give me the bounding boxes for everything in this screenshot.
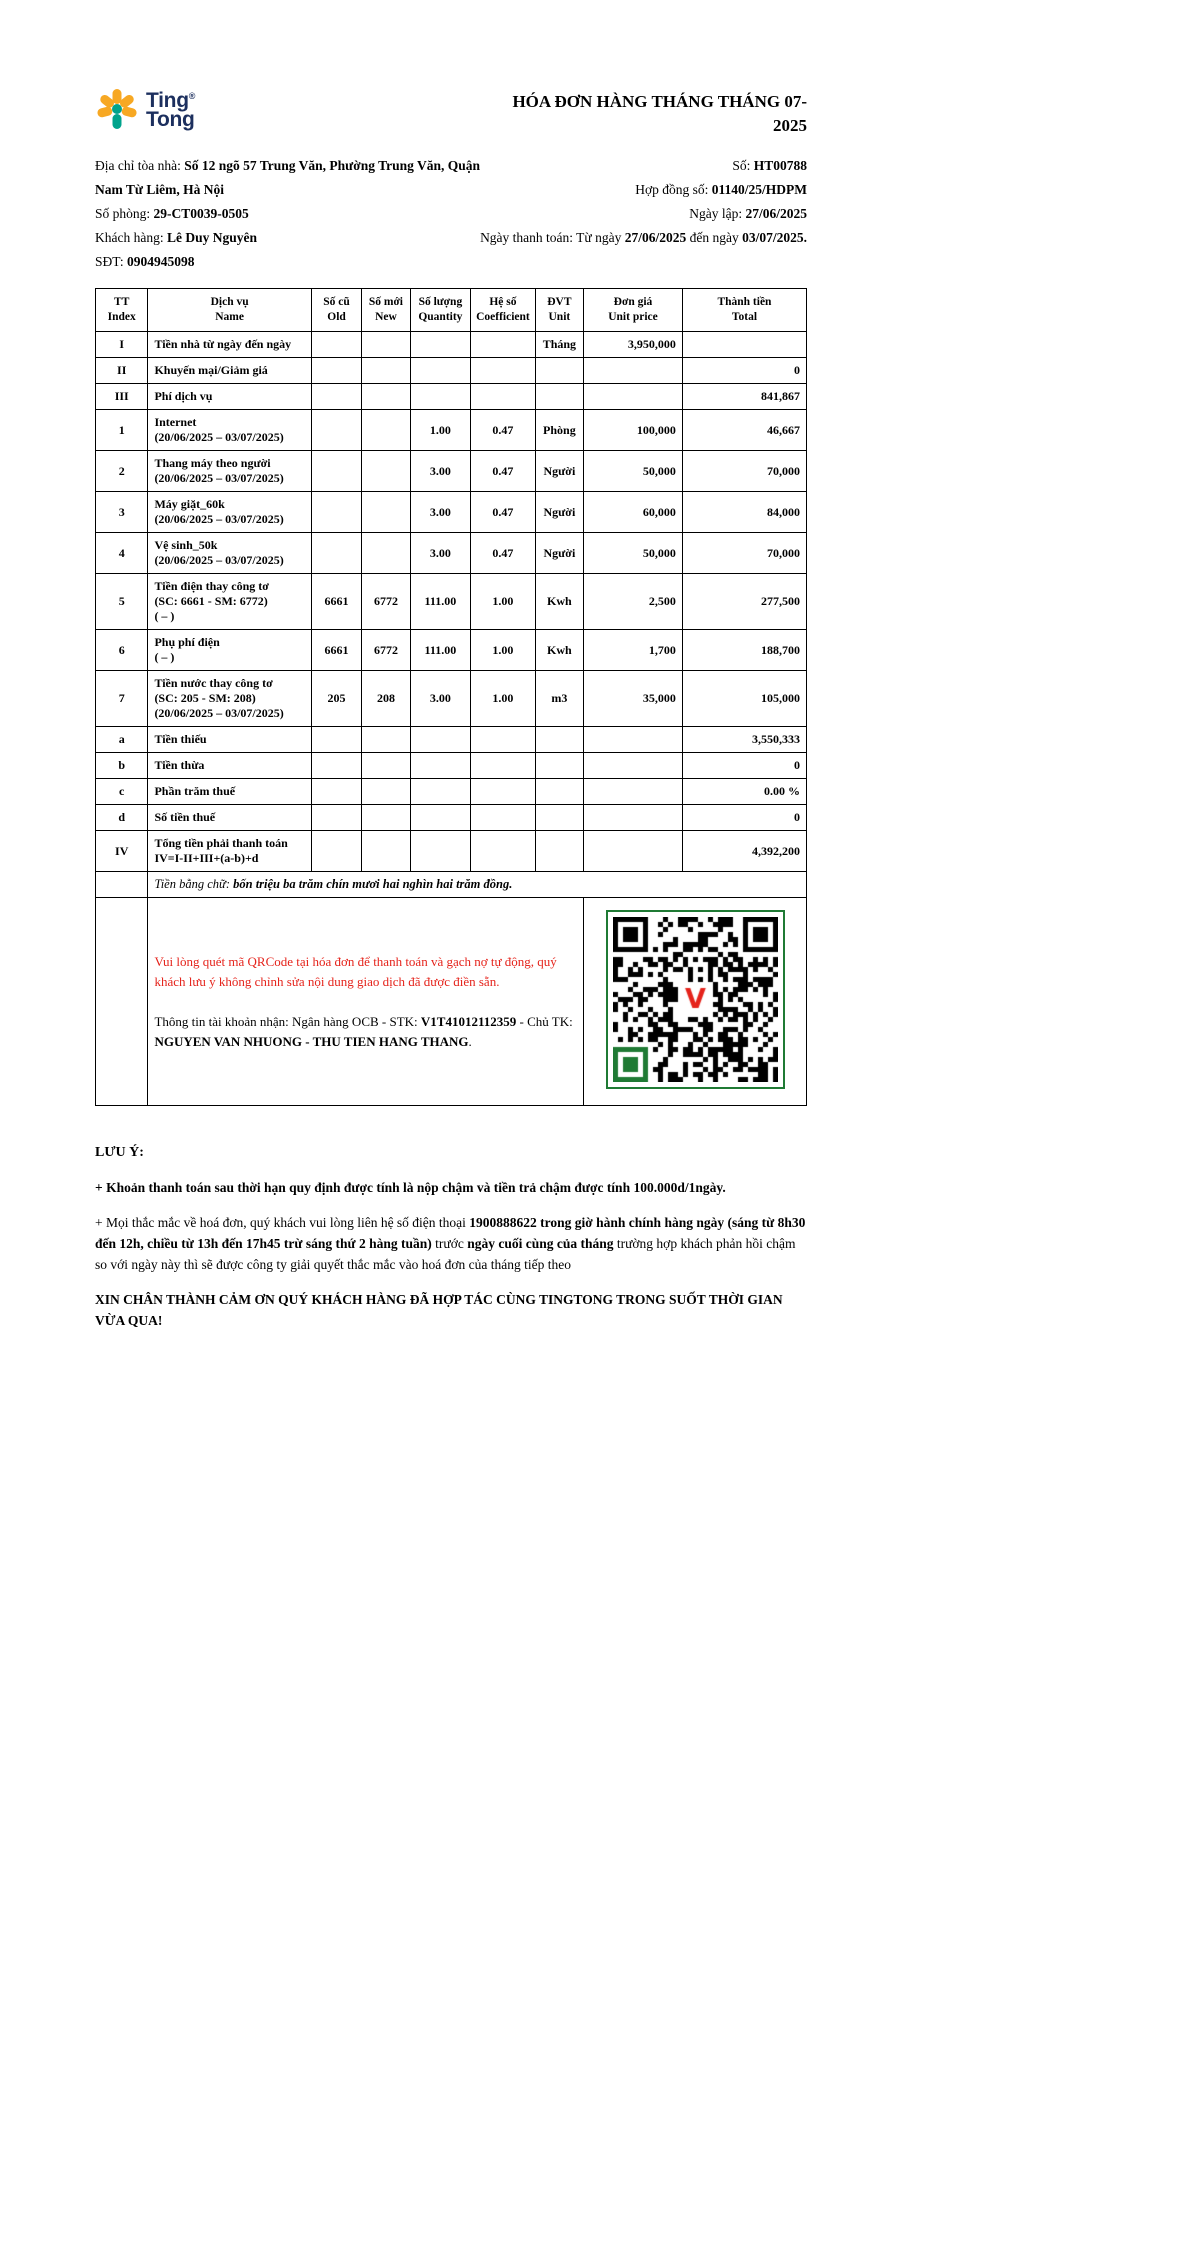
info-line: Số phòng: 29-CT0039-0505	[95, 206, 249, 221]
cell-unit-price	[584, 384, 683, 410]
cell-new-reading: 6772	[362, 630, 410, 671]
cell-unit-price: 50,000	[584, 533, 683, 574]
cell-index: 3	[96, 492, 148, 533]
cell-unit: Người	[535, 533, 583, 574]
qr-code-canvas	[613, 917, 778, 1082]
cell-unit-price	[584, 805, 683, 831]
qr-code	[606, 910, 785, 1089]
cell-unit-price	[584, 831, 683, 872]
tingtong-flower-icon	[95, 86, 139, 130]
cell-unit-price: 2,500	[584, 574, 683, 630]
table-row	[96, 753, 807, 779]
cell-old-reading	[311, 533, 361, 574]
cell-unit: Tháng	[535, 332, 583, 358]
cell-old-reading	[311, 384, 361, 410]
info-line: Số: HT00788	[732, 158, 807, 173]
table-row	[96, 332, 807, 358]
cell-unit-price	[584, 358, 683, 384]
cell-new-reading	[362, 451, 410, 492]
info-line: Khách hàng: Lê Duy Nguyên	[95, 230, 257, 245]
cell-index: 2	[96, 451, 148, 492]
cell-quantity: 3.00	[410, 492, 471, 533]
cell-index: 6	[96, 630, 148, 671]
cell-new-reading	[362, 358, 410, 384]
qr-section-row	[96, 898, 807, 1106]
cell-quantity: 3.00	[410, 671, 471, 727]
cell-unit-price: 100,000	[584, 410, 683, 451]
amount-in-words: Tiền bằng chữ: bốn triệu ba trăm chín mươi hai nghìn hai trăm đồng.	[148, 872, 807, 898]
cell-unit	[535, 805, 583, 831]
cell-coefficient	[471, 332, 536, 358]
cell-unit: Kwh	[535, 574, 583, 630]
cell-old-reading	[311, 753, 361, 779]
cell-unit	[535, 753, 583, 779]
table-row	[96, 779, 807, 805]
cell-coefficient	[471, 805, 536, 831]
cell-service-name: Khuyến mại/Giảm giá	[148, 358, 311, 384]
cell-unit	[535, 358, 583, 384]
cell-quantity: 111.00	[410, 630, 471, 671]
cell-service-name: Tiền nhà từ ngày đến ngày	[148, 332, 311, 358]
info-line: Ngày lập: 27/06/2025	[689, 206, 807, 221]
cell-service-name: Tiền thừa	[148, 753, 311, 779]
cell-unit: m3	[535, 671, 583, 727]
cell-total: 105,000	[682, 671, 806, 727]
cell-total: 84,000	[682, 492, 806, 533]
bank-account-info: Thông tin tài khoản nhận: Ngân hàng OCB - STK: V1T41012112359 - Chủ TK: NGUYEN VAN NHUONG - THU TIEN HANG THANG.	[154, 1013, 573, 1049]
cell-quantity	[410, 805, 471, 831]
cell-unit-price: 50,000	[584, 451, 683, 492]
cell-unit	[535, 831, 583, 872]
cell-new-reading	[362, 727, 410, 753]
cell-unit: Người	[535, 492, 583, 533]
table-row	[96, 533, 807, 574]
cell-unit-price: 60,000	[584, 492, 683, 533]
cell-old-reading	[311, 779, 361, 805]
cell-total: 0	[682, 805, 806, 831]
column-header: Số lượng Quantity	[410, 289, 471, 332]
cell-service-name: Thang máy theo người (20/06/2025 – 03/07/2025)	[148, 451, 311, 492]
cell-unit-price	[584, 779, 683, 805]
cell-unit-price: 3,950,000	[584, 332, 683, 358]
column-header: Đơn giá Unit price	[584, 289, 683, 332]
cell-unit-price	[584, 727, 683, 753]
qr-payment-notice: Vui lòng quét mã QRCode tại hóa đơn để thanh toán và gạch nợ tự động, quý khách lưu ý không chỉnh sửa nội dung giao dịch đã được điền sẵn.	[154, 953, 557, 989]
cell-service-name: Tiền điện thay công tơ (SC: 6661 - SM: 6772) ( – )	[148, 574, 311, 630]
amount-in-words-row	[96, 872, 807, 898]
cell-total: 0	[682, 753, 806, 779]
cell-old-reading: 6661	[311, 574, 361, 630]
cell-index: IV	[96, 831, 148, 872]
cell-coefficient	[471, 831, 536, 872]
table-row	[96, 831, 807, 872]
info-line: SĐT: 0904945098	[95, 254, 195, 269]
info-section	[95, 154, 807, 274]
tingtong-wordmark	[146, 87, 195, 129]
cell-index: 5	[96, 574, 148, 630]
cell-quantity: 3.00	[410, 451, 471, 492]
cell-total: 0	[682, 358, 806, 384]
table-row	[96, 727, 807, 753]
table-body	[96, 332, 807, 872]
cell-old-reading	[311, 805, 361, 831]
invoice-content	[95, 86, 807, 1345]
column-header: Hệ số Coefficient	[471, 289, 536, 332]
cell-index: III	[96, 384, 148, 410]
cell-index: I	[96, 332, 148, 358]
cell-coefficient: 1.00	[471, 630, 536, 671]
cell-new-reading	[362, 410, 410, 451]
cell-quantity: 3.00	[410, 533, 471, 574]
cell-unit	[535, 384, 583, 410]
cell-new-reading	[362, 779, 410, 805]
cell-quantity	[410, 831, 471, 872]
cell-new-reading	[362, 753, 410, 779]
cell-quantity	[410, 384, 471, 410]
cell-index: 4	[96, 533, 148, 574]
cell-index: 1	[96, 410, 148, 451]
info-line: Ngày thanh toán: Từ ngày 27/06/2025 đến ngày 03/07/2025.	[480, 230, 807, 245]
cell-unit-price: 35,000	[584, 671, 683, 727]
cell-new-reading	[362, 492, 410, 533]
cell-coefficient: 0.47	[471, 410, 536, 451]
cell-old-reading: 205	[311, 671, 361, 727]
payment-instructions-cell	[148, 898, 584, 1106]
table-header-row	[96, 289, 807, 332]
cell-quantity	[410, 779, 471, 805]
cell-coefficient: 0.47	[471, 451, 536, 492]
cell-coefficient	[471, 358, 536, 384]
cell-coefficient: 0.47	[471, 492, 536, 533]
cell-coefficient: 1.00	[471, 671, 536, 727]
notes-section	[95, 1142, 807, 1331]
cell-new-reading: 6772	[362, 574, 410, 630]
cell-quantity	[410, 332, 471, 358]
cell-unit	[535, 779, 583, 805]
table-row	[96, 630, 807, 671]
cell-total: 46,667	[682, 410, 806, 451]
header	[95, 86, 807, 138]
cell-service-name: Vệ sinh_50k (20/06/2025 – 03/07/2025)	[148, 533, 311, 574]
note-thankyou: XIN CHÂN THÀNH CẢM ƠN QUÝ KHÁCH HÀNG ĐÃ HỢP TÁC CÙNG TINGTONG TRONG SUỐT THỜI GIAN VỪA QUA!	[95, 1292, 783, 1328]
cell-total: 841,867	[682, 384, 806, 410]
cell-old-reading	[311, 358, 361, 384]
cell-unit: Phòng	[535, 410, 583, 451]
cell-total: 3,550,333	[682, 727, 806, 753]
cell-total: 0.00 %	[682, 779, 806, 805]
cell-new-reading	[362, 384, 410, 410]
invoice-meta	[480, 154, 807, 274]
table-row	[96, 410, 807, 451]
cell-unit	[535, 727, 583, 753]
cell-total: 4,392,200	[682, 831, 806, 872]
cell-coefficient	[471, 727, 536, 753]
cell-coefficient	[471, 779, 536, 805]
qr-cell	[584, 898, 807, 1106]
table-row	[96, 451, 807, 492]
cell-total: 188,700	[682, 630, 806, 671]
cell-new-reading	[362, 805, 410, 831]
charges-table	[95, 288, 807, 1106]
cell-old-reading	[311, 831, 361, 872]
cell-coefficient: 0.47	[471, 533, 536, 574]
column-header: Dịch vụ Name	[148, 289, 311, 332]
table-row	[96, 671, 807, 727]
table-row	[96, 805, 807, 831]
invoice-title: HÓA ĐƠN HÀNG THÁNG THÁNG 07-2025	[512, 92, 807, 135]
empty-cell	[96, 898, 148, 1106]
cell-coefficient	[471, 384, 536, 410]
cell-service-name: Phần trăm thuế	[148, 779, 311, 805]
cell-old-reading	[311, 332, 361, 358]
cell-old-reading	[311, 451, 361, 492]
cell-service-name: Tiền thiếu	[148, 727, 311, 753]
cell-index: d	[96, 805, 148, 831]
cell-service-name: Tổng tiền phải thanh toán IV=I-II+III+(a-b)+d	[148, 831, 311, 872]
table-row	[96, 384, 807, 410]
cell-service-name: Tiền nước thay công tơ (SC: 205 - SM: 208) (20/06/2025 – 03/07/2025)	[148, 671, 311, 727]
note-late-payment: + Khoản thanh toán sau thời hạn quy định được tính là nộp chậm và tiền trả chậm được tính 100.000d/1ngày.	[95, 1180, 726, 1195]
cell-old-reading	[311, 410, 361, 451]
cell-total: 70,000	[682, 451, 806, 492]
cell-old-reading	[311, 492, 361, 533]
cell-total: 277,500	[682, 574, 806, 630]
cell-new-reading: 208	[362, 671, 410, 727]
registered-mark: ®	[188, 91, 196, 101]
info-line: Hợp đồng số: 01140/25/HDPM	[635, 182, 807, 197]
cell-index: II	[96, 358, 148, 384]
cell-quantity	[410, 358, 471, 384]
cell-service-name: Phí dịch vụ	[148, 384, 311, 410]
column-header: Thành tiền Total	[682, 289, 806, 332]
cell-service-name: Số tiền thuế	[148, 805, 311, 831]
cell-index: b	[96, 753, 148, 779]
cell-total	[682, 332, 806, 358]
cell-quantity	[410, 727, 471, 753]
cell-quantity: 111.00	[410, 574, 471, 630]
table-row	[96, 492, 807, 533]
empty-cell	[96, 872, 148, 898]
cell-unit: Kwh	[535, 630, 583, 671]
cell-index: 7	[96, 671, 148, 727]
logo-line1: Ting	[146, 89, 189, 112]
cell-service-name: Máy giặt_60k (20/06/2025 – 03/07/2025)	[148, 492, 311, 533]
table-row	[96, 358, 807, 384]
notes-heading: LƯU Ý:	[95, 1145, 144, 1160]
column-header: Số cũ Old	[311, 289, 361, 332]
cell-new-reading	[362, 533, 410, 574]
cell-old-reading	[311, 727, 361, 753]
column-header: ĐVT Unit	[535, 289, 583, 332]
cell-coefficient: 1.00	[471, 574, 536, 630]
cell-index: c	[96, 779, 148, 805]
cell-service-name: Phụ phí điện ( – )	[148, 630, 311, 671]
table-row	[96, 574, 807, 630]
cell-unit-price	[584, 753, 683, 779]
cell-old-reading: 6661	[311, 630, 361, 671]
cell-unit-price: 1,700	[584, 630, 683, 671]
column-header: Số mới New	[362, 289, 410, 332]
cell-service-name: Internet (20/06/2025 – 03/07/2025)	[148, 410, 311, 451]
cell-index: a	[96, 727, 148, 753]
building-info	[95, 154, 480, 274]
note-hotline: + Mọi thắc mắc về hoá đơn, quý khách vui lòng liên hệ số điện thoại 1900888622 trong giờ hành chính hàng ngày (sáng từ 8h30 đến 12h, chiều từ 13h đến 17h45 trừ sáng thứ 2 hàng tuần) trước ngày cuối cùng của tháng trường hợp khách phản hồi chậm so với ngày này thì sẽ được công ty giải quyết thắc mắc vào hoá đơn của tháng tiếp theo	[95, 1215, 806, 1272]
cell-total: 70,000	[682, 533, 806, 574]
cell-coefficient	[471, 753, 536, 779]
column-header: TT Index	[96, 289, 148, 332]
cell-quantity: 1.00	[410, 410, 471, 451]
cell-unit: Người	[535, 451, 583, 492]
cell-new-reading	[362, 831, 410, 872]
info-line: Địa chỉ tòa nhà: Số 12 ngõ 57 Trung Văn, Phường Trung Văn, Quận Nam Từ Liêm, Hà Nội	[95, 158, 481, 197]
cell-quantity	[410, 753, 471, 779]
logo-line2: Tong	[146, 108, 195, 131]
table-footer	[96, 872, 807, 1106]
tingtong-logo	[95, 86, 195, 130]
cell-new-reading	[362, 332, 410, 358]
